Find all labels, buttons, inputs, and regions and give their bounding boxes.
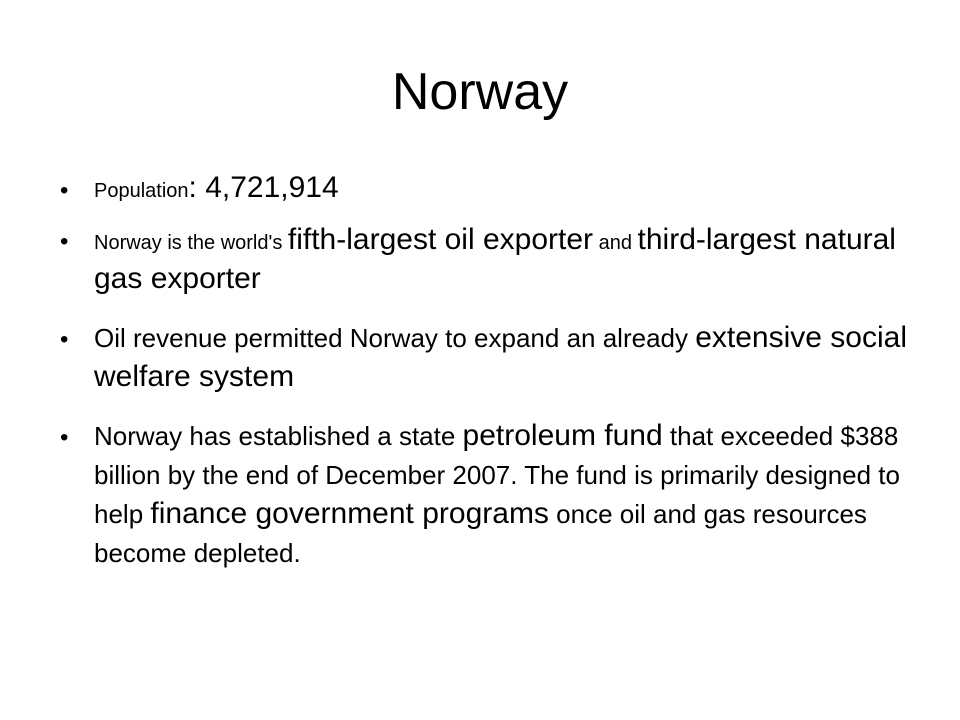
bullet-marker: •: [60, 177, 69, 204]
bullet-2-text-a: Norway is the world's: [94, 232, 288, 254]
bullet-4-emphasis-b: finance government programs: [150, 497, 549, 530]
bullet-4-text-b: that exceeded $388 billion by the end of December 2007. The fund is primarily designed to help: [94, 421, 900, 529]
bullet-oil-revenue: [60, 321, 930, 399]
bullet-2-emphasis-a: fifth-largest oil exporter: [287, 223, 594, 256]
bullet-3-text: Oil revenue permitted Norway to expand an already: [94, 323, 696, 353]
bullet-2-text-b: and: [593, 232, 638, 254]
slide-title: Norway: [391, 63, 569, 121]
population-value: : 4,721,914: [188, 171, 339, 204]
bullet-oil-exporter: [60, 223, 930, 301]
bullet-2-emphasis-b: third-largest natural gas exporter: [94, 223, 896, 295]
bullet-marker: •: [60, 326, 69, 353]
bullet-population: [60, 168, 930, 213]
bullet-3-emphasis: extensive social welfare system: [94, 321, 907, 393]
bullet-petroleum-fund: [60, 419, 930, 575]
bullet-4-text-c: once oil and gas resources become depleted.: [94, 499, 867, 568]
bullet-4-emphasis-a: petroleum fund: [462, 419, 663, 452]
bullet-4-text-a: Norway has established a state: [94, 421, 463, 451]
bullet-list: [60, 168, 930, 575]
bullet-marker: •: [60, 424, 69, 451]
bullet-marker: •: [60, 228, 69, 255]
population-label: Population: [94, 180, 189, 202]
